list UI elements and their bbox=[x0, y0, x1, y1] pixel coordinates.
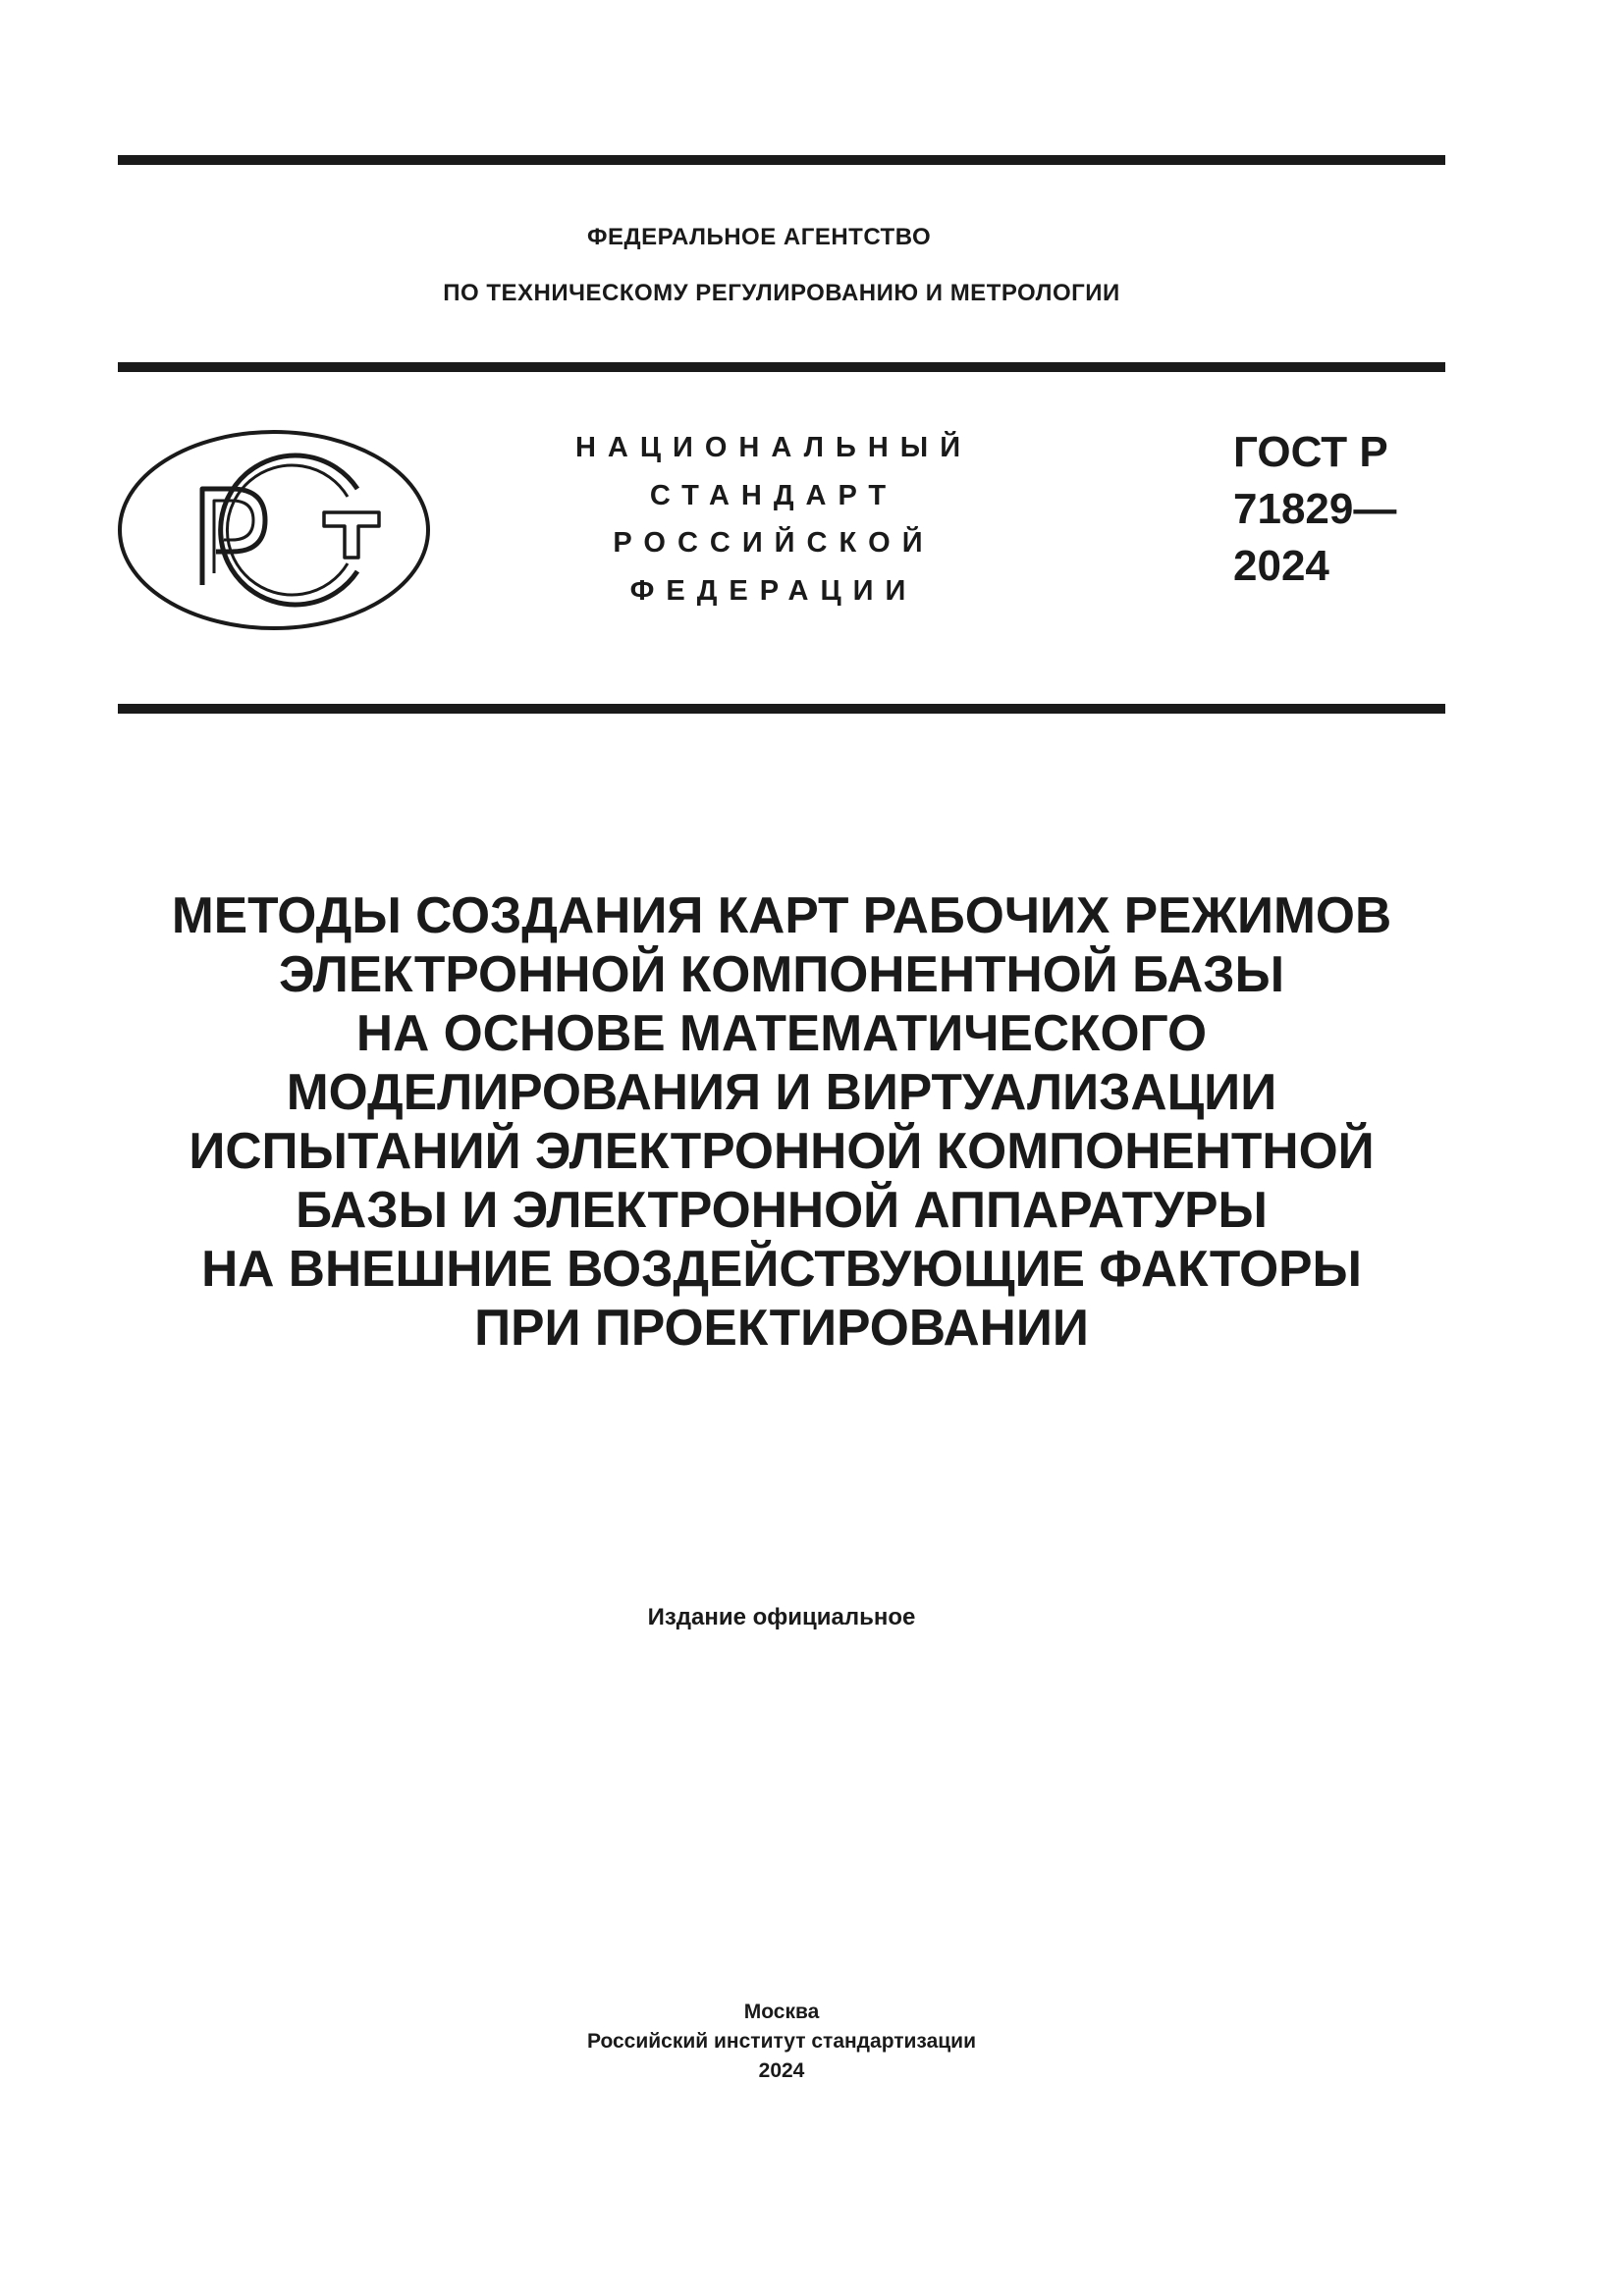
rst-emblem-icon bbox=[116, 428, 432, 632]
imprint bbox=[118, 1998, 1445, 2086]
title-line: НА ОСНОВЕ МАТЕМАТИЧЕСКОГО bbox=[355, 1004, 1208, 1061]
title-line: НА ВНЕШНИЕ ВОЗДЕЙСТВУЮЩИЕ ФАКТОРЫ bbox=[201, 1240, 1362, 1297]
standard-type-line-4: ФЕДЕРАЦИИ bbox=[629, 574, 918, 607]
edition-note: Издание официальное bbox=[647, 1604, 916, 1630]
standard-type-line-2: СТАНДАРТ bbox=[649, 479, 898, 511]
middle-rule bbox=[118, 362, 1445, 372]
designation-line-3: 2024 bbox=[1233, 542, 1329, 590]
title-line: МЕТОДЫ СОЗДАНИЯ КАРТ РАБОЧИХ РЕЖИМОВ bbox=[171, 886, 1392, 943]
title-line: ЭЛЕКТРОННОЙ КОМПОНЕНТНОЙ БАЗЫ bbox=[279, 945, 1284, 1002]
standard-type-block bbox=[548, 424, 1000, 614]
designation-line-1: ГОСТ Р bbox=[1233, 428, 1388, 476]
imprint-city: Москва bbox=[743, 2001, 820, 2023]
standard-designation bbox=[1233, 424, 1396, 595]
top-rule bbox=[118, 155, 1445, 165]
title-line: МОДЕЛИРОВАНИЯ И ВИРТУАЛИЗАЦИИ bbox=[286, 1063, 1277, 1120]
standard-type-line-3: РОССИЙСКОЙ bbox=[613, 527, 935, 559]
document-title bbox=[98, 885, 1465, 1357]
imprint-year: 2024 bbox=[758, 2059, 805, 2082]
bottom-rule bbox=[118, 704, 1445, 714]
title-line: ИСПЫТАНИЙ ЭЛЕКТРОННОЙ КОМПОНЕНТНОЙ bbox=[189, 1122, 1375, 1179]
agency-line-1: ФЕДЕРАЛЬНОЕ АГЕНТСТВО bbox=[587, 224, 932, 250]
title-line: ПРИ ПРОЕКТИРОВАНИИ bbox=[474, 1299, 1089, 1356]
title-line: БАЗЫ И ЭЛЕКТРОННОЙ АППАРАТУРЫ bbox=[296, 1181, 1268, 1238]
imprint-publisher: Российский институт стандартизации bbox=[586, 2030, 977, 2053]
designation-line-2: 71829— bbox=[1233, 485, 1397, 533]
agency-line-2: ПО ТЕХНИЧЕСКОМУ РЕГУЛИРОВАНИЮ И МЕТРОЛОГИИ bbox=[443, 280, 1120, 306]
standard-type-line-1: НАЦИОНАЛЬНЫЙ bbox=[574, 432, 973, 463]
